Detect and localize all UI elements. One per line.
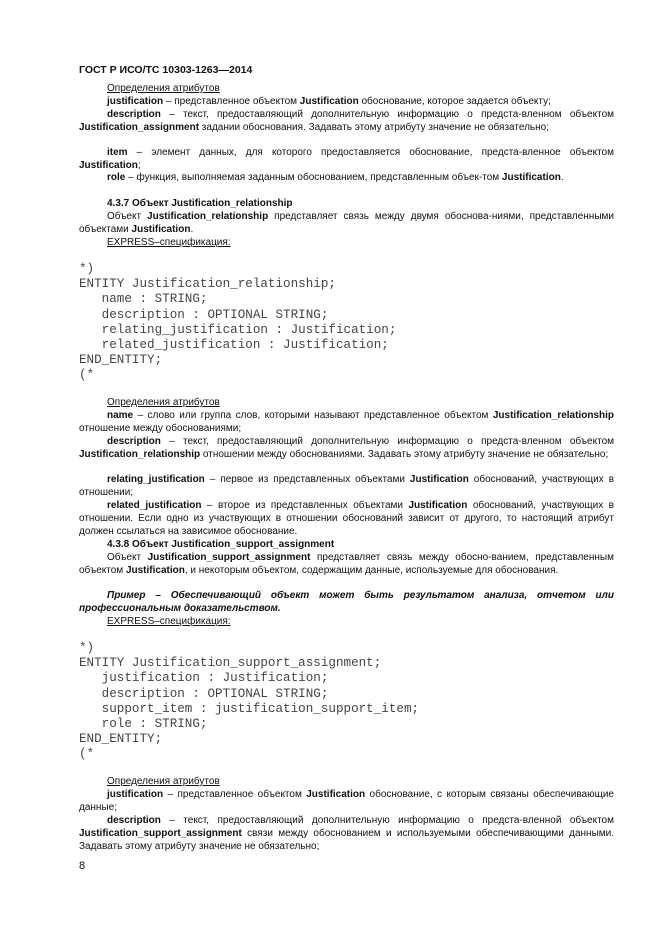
definition-text: – представленное объектом: [163, 789, 307, 800]
definition-text: – функция, выполняемая заданным обоснованием, представленным объек-том: [125, 172, 502, 183]
attribute-term: justification: [107, 789, 164, 800]
express-spec-label: EXPRESS–спецификация:: [107, 237, 231, 248]
entity-reference: Justification: [501, 172, 561, 183]
definition-text: связи между обоснованием и используемыми обеспечивающими данными. Задавать этому атрибуту значение не обязательно;: [79, 827, 614, 852]
definition-text: – первое из представленных объектами: [204, 474, 410, 485]
attribute-definition: [79, 500, 614, 539]
document-header: ГОСТ Р ИСО/ТС 10303-1263—2014: [79, 64, 253, 76]
entity-reference: Justification_support_assignment: [147, 552, 311, 563]
entity-reference: Justification: [306, 789, 366, 800]
intro-text: представляет связь между обосно-ванием, представленным объектом: [79, 552, 614, 576]
definition-text: задании обоснования. Задавать этому атрибуту значение не обязательно;: [199, 121, 549, 133]
definition-text: обоснование, с которым связаны обеспечивающие данные;: [79, 789, 614, 813]
definition-text: .: [560, 172, 564, 183]
attribute-term: item: [107, 147, 128, 158]
attribute-definition: [79, 147, 614, 173]
attribute-term: role: [107, 172, 126, 183]
definition-text: отношение между обоснованиями;: [79, 422, 242, 434]
express-spec-label: EXPRESS–спецификация:: [107, 616, 231, 627]
attribute-definition: [79, 410, 614, 436]
attribute-term: name: [107, 410, 134, 421]
entity-reference: Justification_support_assignment: [79, 827, 242, 839]
attribute-term: relating_justification: [107, 474, 205, 485]
definition-text: – представленное объектом: [163, 96, 300, 107]
entity-reference: Justification: [79, 159, 138, 171]
intro-text: , и некоторым объектом, содержащим данные, используемые для обоснования.: [184, 564, 559, 576]
attribute-definition: [79, 474, 614, 500]
intro-text: представляет связь между двумя обоснова-ниями, представленными объектами: [79, 211, 614, 235]
definition-text: обоснований, участвующих в отношении. Если одно из участвующих в отношении обоснований зависит от другого, то настоящий атрибут должен ссылаться на зависимое обоснование.: [79, 500, 614, 537]
definition-text: – элемент данных, для которого предоставляется обоснование, предста-вленное объектом: [127, 147, 614, 158]
entity-reference: Justification: [408, 500, 468, 511]
attribute-term: justification: [107, 96, 164, 107]
entity-reference: Justification_relationship: [147, 211, 269, 222]
definition-text: – текст, предоставляющий дополнительную информацию о предста-вленном объектом: [160, 109, 614, 120]
definition-text: обоснований, участвующих в отношении;: [79, 474, 615, 498]
attribute-definition: [79, 109, 614, 135]
intro-text: Объект: [107, 552, 148, 563]
section-intro: [79, 211, 614, 237]
definition-text: – слово или группа слов, которыми называют представленное объектом: [133, 410, 493, 421]
express-code-block: *) ENTITY Justification_relationship; name : STRING; description : OPTIONAL STRING; relating_justification : Justification; related_justification : Justification; END_ENTITY; (*: [79, 262, 397, 383]
example-note: Пример – Обеспечивающий объект может быть результатом анализа, отчетом или профессиональным доказательством.: [79, 590, 614, 614]
entity-reference: Justification: [299, 96, 359, 107]
intro-text: Объект: [107, 211, 148, 222]
attribute-term: description: [107, 436, 161, 447]
entity-reference: Justification_assignment: [79, 121, 200, 133]
attribute-definition: [79, 815, 614, 854]
definition-text: отношении между обоснованиями. Задавать этому атрибуту значение не обязательно;: [200, 448, 609, 460]
page-number: 8: [79, 860, 86, 872]
section-intro: [79, 552, 614, 578]
entity-reference: Justification: [131, 223, 191, 235]
entity-reference: Justification_relationship: [79, 448, 201, 460]
attribute-definitions-title: Определения атрибутов: [107, 776, 220, 787]
attribute-term: description: [107, 109, 161, 120]
attribute-definition: [79, 436, 614, 462]
attribute-term: description: [107, 815, 161, 826]
attribute-definitions-title: Определения атрибутов: [107, 397, 220, 408]
section-heading-4-3-8: 4.3.8 Объект Justification_support_assignment: [107, 539, 335, 550]
section-heading-4-3-7: 4.3.7 Объект Justification_relationship: [107, 198, 293, 209]
attribute-definition: [79, 96, 614, 109]
definition-text: обоснование, которое задается объекту;: [358, 96, 551, 107]
definition-text: – второе из представленных объектами: [201, 500, 409, 511]
definition-text: – текст, предоставляющий дополнительную информацию о предста-вленном объектом: [160, 436, 614, 447]
attribute-definition: [79, 172, 614, 185]
express-code-block: *) ENTITY Justification_support_assignment; justification : Justification; description : OPTIONAL STRING; support_item : justification_support_item; role : STRING; END_ENTITY; (*: [79, 641, 420, 762]
definition-text: ;: [137, 159, 141, 171]
entity-reference: Justification_relationship: [492, 410, 614, 421]
intro-text: .: [190, 223, 194, 235]
definition-text: – текст, предоставляющий дополнительную информацию о предста-вленной объектом: [160, 815, 614, 826]
attribute-term: related_justification: [107, 500, 202, 511]
entity-reference: Justification: [409, 474, 469, 485]
entity-reference: Justification: [125, 564, 185, 576]
attribute-definitions-title: Определения атрибутов: [107, 83, 220, 94]
attribute-definition: [79, 789, 614, 815]
